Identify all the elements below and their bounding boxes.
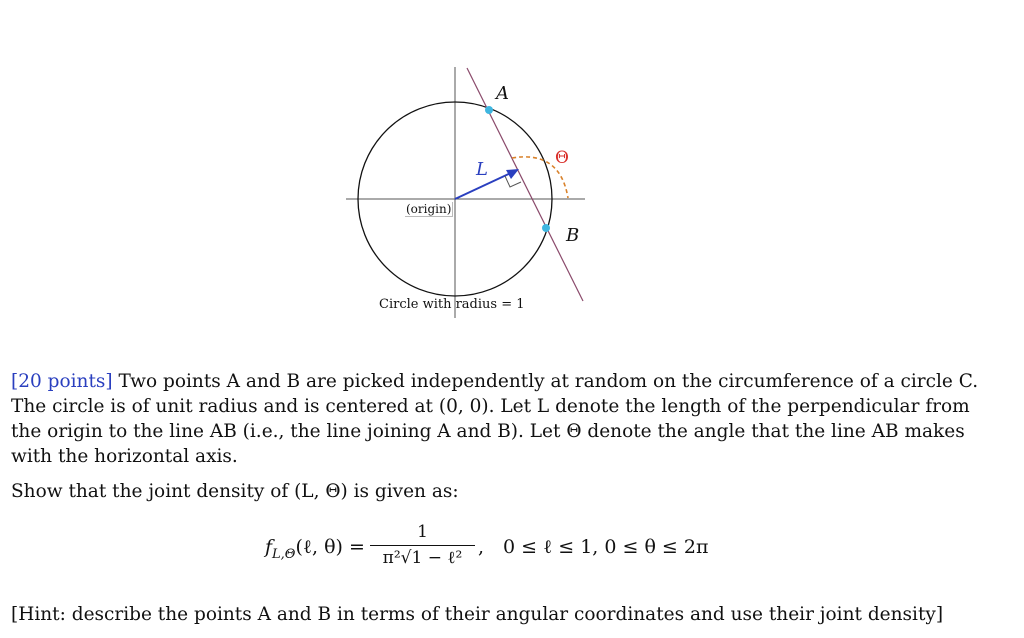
problem-line-1: [11, 369, 978, 394]
point-b-marker: [542, 224, 550, 232]
label-a: A: [496, 83, 509, 104]
problem-line-3: the origin to the line AB (i.e., the line joining A and B). Let Θ denote the angle that the line AB makes: [11, 421, 965, 442]
points-tag: [20 points]: [11, 371, 113, 392]
problem-line-4: with the horizontal axis.: [11, 446, 238, 467]
problem-line-2: The circle is of unit radius and is centered at (0, 0). Let L denote the length of the perpendicular from: [11, 396, 970, 417]
hint-text: [Hint: describe the points A and B in terms of their angular coordinates and use their joint density]: [11, 604, 944, 625]
equation-lhs: $f_{L,\Theta}(\ell$, θ) =: [265, 536, 365, 562]
label-theta: Θ: [555, 148, 569, 168]
point-a-marker: [485, 106, 493, 114]
equation-denominator: π²√1 − ℓ²: [382, 548, 463, 568]
label-b: B: [566, 225, 580, 246]
equation-conditions: 0 ≤ ℓ ≤ 1, 0 ≤ θ ≤ 2π: [503, 536, 709, 558]
density-equation: $f_{L,\Theta}(\ell$, θ) = 1 π²√1 − ℓ² , 0 ≤ ℓ ≤ 1, 0 ≤ θ ≤ 2π: [265, 522, 709, 568]
equation-numerator: 1: [417, 522, 428, 542]
right-angle-marker: [505, 176, 521, 187]
origin-label: (origin): [406, 202, 452, 216]
fraction-bar: [370, 545, 475, 546]
show-text: Show that the joint density of (L, Θ) is given as:: [11, 481, 459, 502]
label-l: L: [476, 159, 488, 180]
figure-caption: Circle with radius = 1: [379, 297, 525, 312]
equation-fraction: [370, 522, 475, 568]
problem-text-1: Two points A and B are picked independently at random on the circumference of a circle C.: [112, 371, 979, 392]
